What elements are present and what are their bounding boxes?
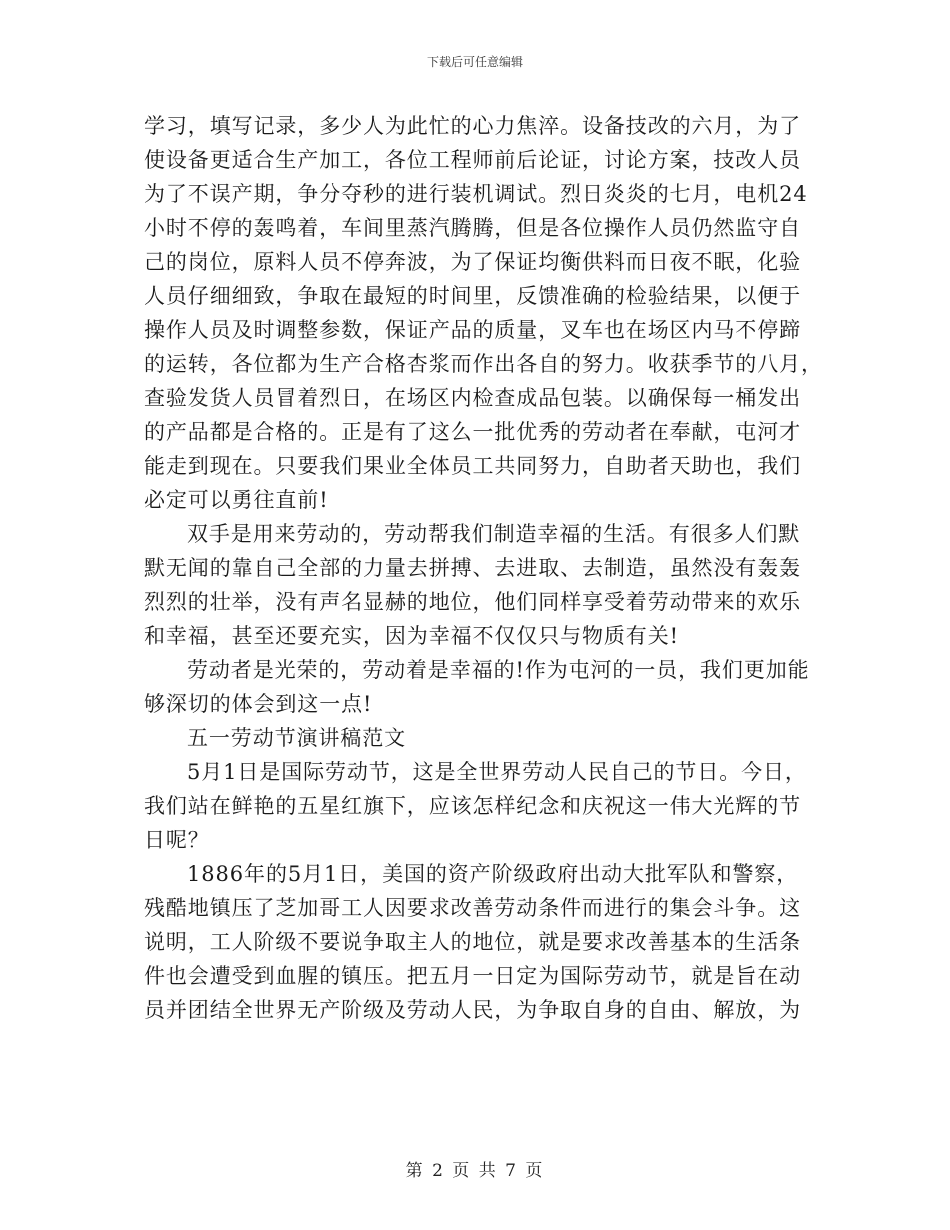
page-header: 下载后可任意编辑 <box>426 55 523 69</box>
text-line: 说明，工人阶级不要说争取主人的地位，就是要求改善基本的生活条 <box>144 930 801 954</box>
text-line: 残酷地镇压了芝加哥工人因要求改善劳动条件而进行的集会斗争。这 <box>144 896 801 920</box>
page-footer: 第 2 页 共 7 页 <box>405 1161 545 1181</box>
text-line: 必定可以勇往直前! <box>144 488 329 512</box>
text-line: 己的岗位，原料人员不停奔波，为了保证均衡供料而日夜不眠，化验 <box>144 250 801 274</box>
text-line: 烈烈的壮举，没有声名显赫的地位，他们同样享受着劳动带来的欢乐 <box>144 590 801 614</box>
text-line: 够深切的体会到这一点! <box>144 692 373 716</box>
text-line: 1886年的5月1日，美国的资产阶级政府出动大批军队和警察， <box>187 862 799 886</box>
text-line: 人员仔细细致，争取在最短的时间里，反馈准确的检验结果，以便于 <box>144 284 801 308</box>
text-line: 学习，填写记录，多少人为此忙的心力焦淬。设备技改的六月，为了 <box>144 114 801 138</box>
text-line: 的运转，各位都为生产合格杏浆而作出各自的努力。收获季节的八月， <box>144 352 823 376</box>
text-line: 的产品都是合格的。正是有了这么一批优秀的劳动者在奉献，屯河才 <box>144 420 801 444</box>
text-line: 操作人员及时调整参数，保证产品的质量，叉车也在场区内马不停蹄 <box>144 318 801 342</box>
text-line: 默无闻的靠自己全部的力量去拼搏、去进取、去制造，虽然没有轰轰 <box>144 556 801 580</box>
text-line: 双手是用来劳动的，劳动帮我们制造幸福的生活。有很多人们默 <box>187 522 801 546</box>
text-line: 员并团结全世界无产阶级及劳动人民，为争取自身的自由、解放，为 <box>144 998 801 1022</box>
text-line: 小时不停的轰鸣着，车间里蒸汽腾腾，但是各位操作人员仍然监守自 <box>144 216 801 240</box>
text-line: 日呢？ <box>144 828 210 852</box>
text-line: 能走到现在。只要我们果业全体员工共同努力，自助者天助也，我们 <box>144 454 801 478</box>
text-line: 5月1日是国际劳动节，这是全世界劳动人民自己的节日。今日， <box>187 760 807 784</box>
document-body <box>144 109 823 1027</box>
text-line: 我们站在鲜艳的五星红旗下，应该怎样纪念和庆祝这一伟大光辉的节 <box>144 794 801 818</box>
text-line: 劳动者是光荣的，劳动着是幸福的!作为屯河的一员，我们更加能 <box>187 658 810 682</box>
text-line: 为了不误产期，争分夺秒的进行装机调试。烈日炎炎的七月，电机24 <box>144 182 808 206</box>
text-line: 和幸福，甚至还要充实，因为幸福不仅仅只与物质有关! <box>144 624 679 648</box>
text-line: 查验发货人员冒着烈日，在场区内检查成品包装。以确保每一桶发出 <box>144 386 801 410</box>
text-line: 件也会遭受到血腥的镇压。把五月一日定为国际劳动节，就是旨在动 <box>144 964 801 988</box>
text-line: 使设备更适合生产加工，各位工程师前后论证，讨论方案，技改人员 <box>144 148 801 172</box>
text-line: 五一劳动节演讲稿范文 <box>187 726 406 750</box>
